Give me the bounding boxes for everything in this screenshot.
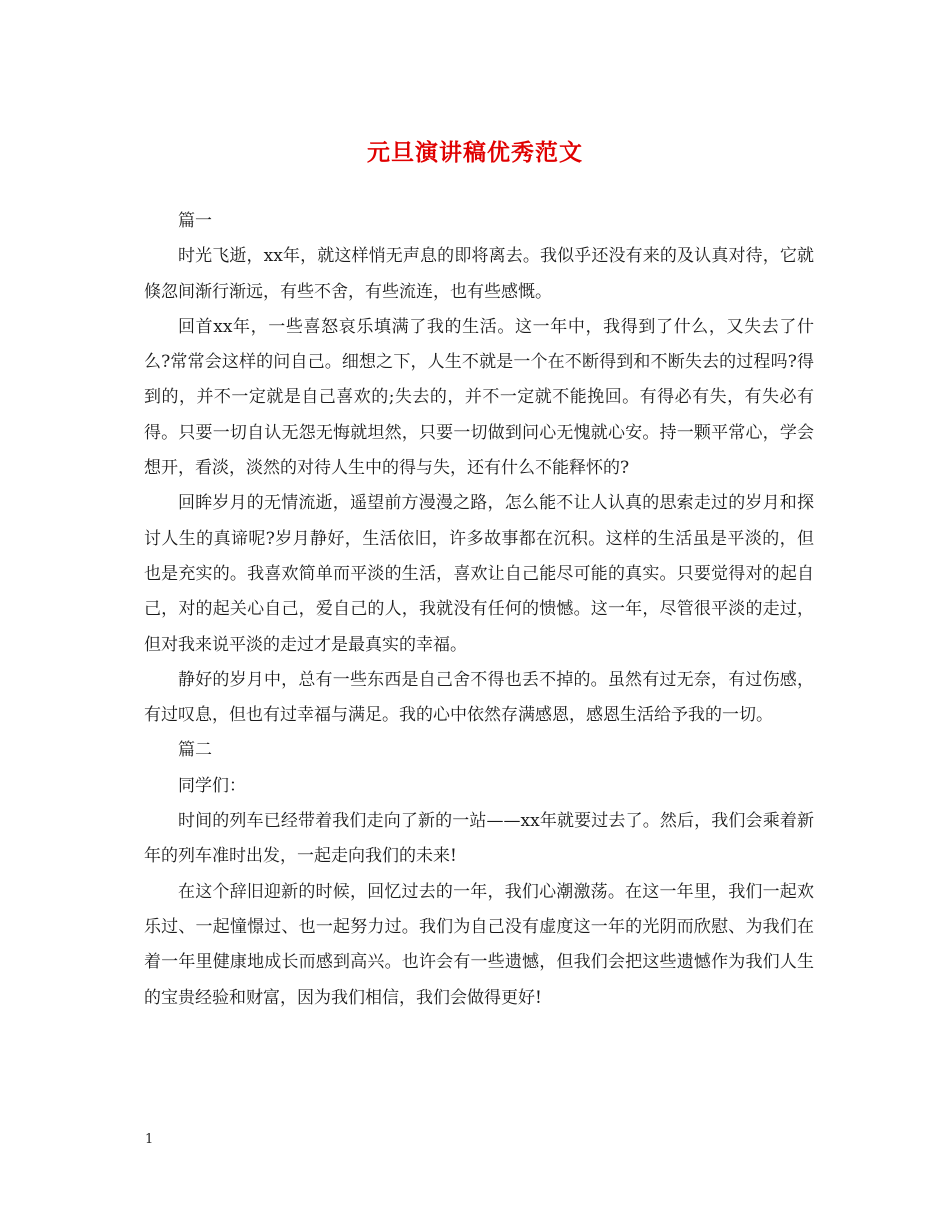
section-heading-2: 篇二	[178, 740, 212, 761]
document-title: 元旦演讲稿优秀范文	[367, 139, 583, 166]
document-body	[144, 204, 814, 1016]
paragraph: 回首xx年，一些喜怒哀乐填满了我的生活。这一年中，我得到了什么，又失去了什么?常常会这样的问自己。细想之下，人生不就是一个在不断得到和不断失去的过程吗?得到的，并不一定就是自己喜欢的;失去的，并不一定就不能挽回。有得必有失，有失必有得。只要一切自认无怨无悔就坦然，只要一切做到问心无愧就心安。持一颗平常心，学会想开，看淡，淡然的对待人生中的得与失，还有什么不能释怀的?	[144, 316, 814, 479]
paragraph: 时光飞逝，xx年，就这样悄无声息的即将离去。我似乎还没有来的及认真对待，它就倏忽间渐行渐远，有些不舍，有些流连，也有些感慨。	[144, 246, 814, 302]
page-number: 1	[145, 1132, 154, 1147]
paragraph: 在这个辞旧迎新的时候，回忆过去的一年，我们心潮激荡。在这一年里，我们一起欢乐过、一起憧憬过、也一起努力过。我们为自己没有虚度这一年的光阴而欣慰、为我们在着一年里健康地成长而感到高兴。也许会有一些遗憾，但我们会把这些遗憾作为我们人生的宝贵经验和财富，因为我们相信，我们会做得更好!	[144, 881, 814, 1008]
paragraph: 时间的列车已经带着我们走向了新的一站——xx年就要过去了。然后，我们会乘着新年的列车准时出发，一起走向我们的未来!	[144, 811, 814, 867]
section-heading-1: 篇一	[178, 211, 212, 231]
paragraph: 回眸岁月的无情流逝，遥望前方漫漫之路，怎么能不让人认真的思索走过的岁月和探讨人生的真谛呢?岁月静好，生活依旧，许多故事都在沉积。这样的生活虽是平淡的，但也是充实的。我喜欢简单而平淡的生活，喜欢让自己能尽可能的真实。只要觉得对的起自己，对的起关心自己，爱自己的人，我就没有任何的愦憾。这一年，尽管很平淡的走过，但对我来说平淡的走过才是最真实的幸福。	[144, 493, 814, 655]
salutation: 同学们：	[178, 775, 246, 796]
paragraph: 静好的岁月中，总有一些东西是自己舍不得也丢不掉的。虽然有过无奈，有过伤感，有过叹息，但也有过幸福与满足。我的心中依然存满感恩，感恩生活给予我的一切。	[144, 669, 814, 726]
